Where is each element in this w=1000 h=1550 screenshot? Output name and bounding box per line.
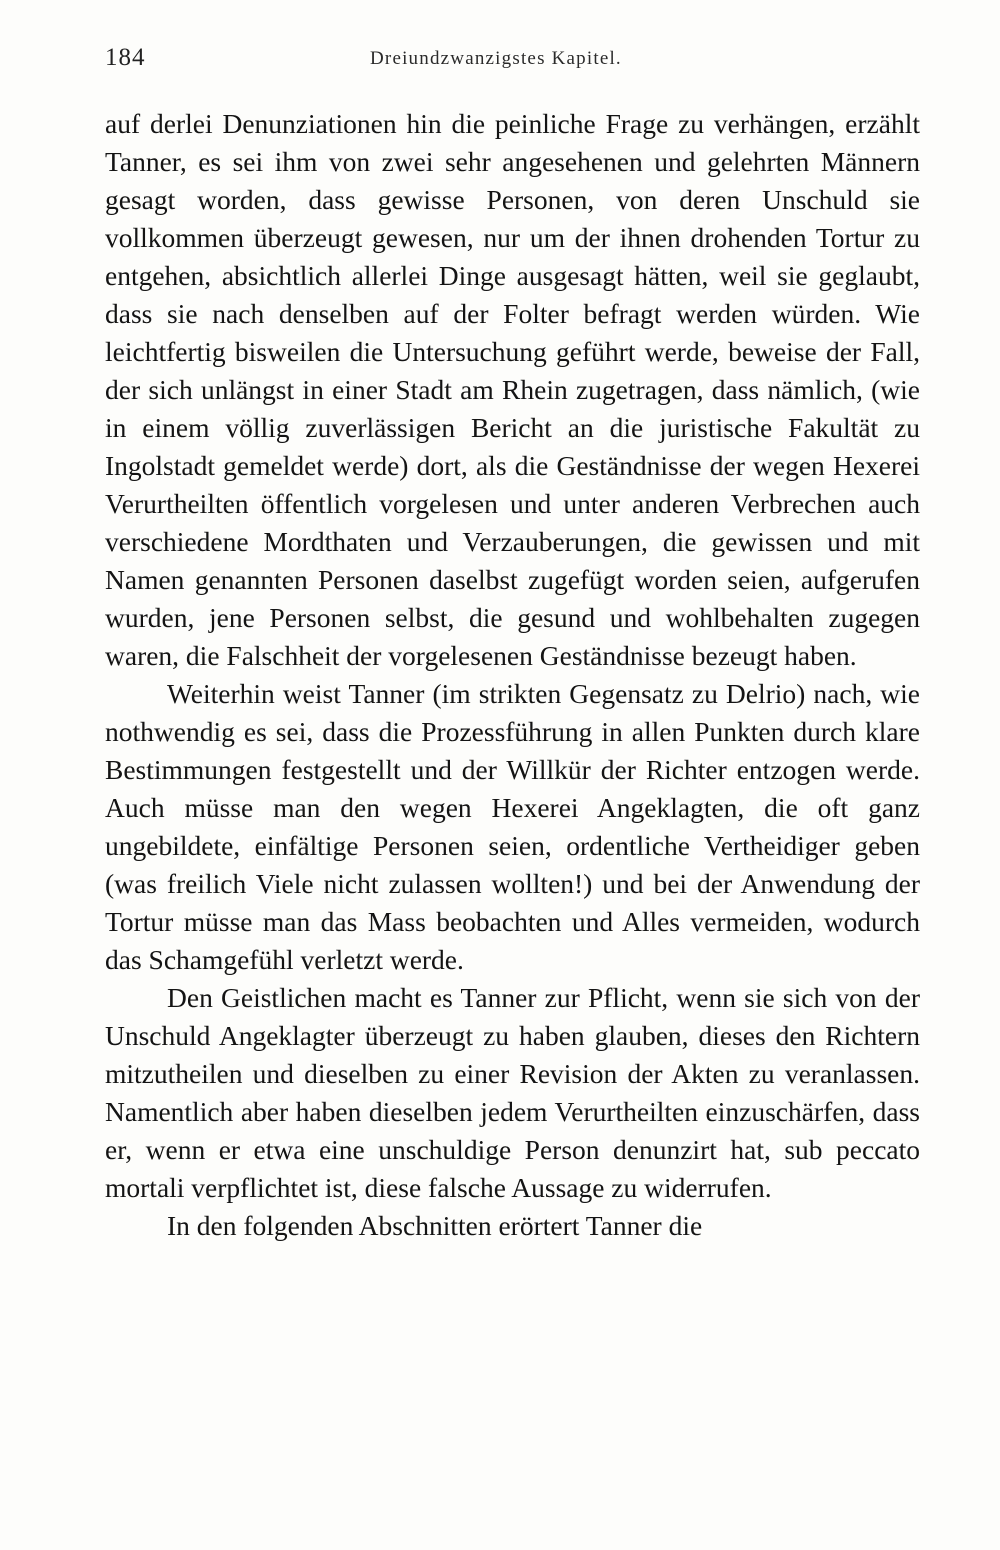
- page-number: 184: [105, 44, 146, 71]
- paragraph-1: auf derlei Denunziationen hin die peinliche Frage zu verhängen, erzählt Tanner, es sei ihm von zwei sehr angesehenen und gelehrten Männern gesagt worden, dass gewisse Personen, von deren Unschuld sie vollkommen überzeugt gewesen, nur um der ihnen drohenden Tortur zu entgehen, absichtlich allerlei Dinge ausgesagt hätten, weil sie geglaubt, dass sie nach denselben auf der Folter befragt werden würden. Wie leichtfertig bisweilen die Untersuchung geführt werde, beweise der Fall, der sich unlängst in einer Stadt am Rhein zugetragen, dass nämlich, (wie in einem völlig zuverlässigen Bericht an die juristische Fakultät zu Ingolstadt gemeldet werde) dort, als die Geständnisse der wegen Hexerei Verurtheilten öffentlich vorgelesen und unter anderen Verbrechen auch verschiedene Mordthaten und Verzauberungen, die gewissen und mit Namen genannten Personen daselbst zugefügt worden seien, aufgerufen wurden, jene Personen selbst, die gesund und wohlbehalten zugegen waren, die Falschheit der vorgelesenen Geständnisse bezeugt haben.: [105, 108, 920, 671]
- body-text: [105, 105, 920, 1245]
- paragraph-3: Den Geistlichen macht es Tanner zur Pflicht, wenn sie sich von der Unschuld Angeklagter überzeugt zu haben glauben, dieses den Richtern mitzutheilen und dieselben zu einer Revision der Akten zu veranlassen. Namentlich aber haben dieselben jedem Verurtheilten einzuschärfen, dass er, wenn er etwa eine unschuldige Person denunzirt hat, sub peccato mortali verpflichtet ist, diese falsche Aussage zu widerrufen.: [105, 982, 920, 1203]
- running-title: Dreiundzwanzigstes Kapitel.: [370, 48, 622, 69]
- page-header: [105, 44, 920, 74]
- paragraph-4: In den folgenden Abschnitten erörtert Tanner die: [167, 1210, 703, 1241]
- paragraph-2: Weiterhin weist Tanner (im strikten Gegensatz zu Delrio) nach, wie nothwendig es sei, dass die Prozessführung in allen Punkten durch klare Bestimmungen festgestellt und der Willkür der Richter entzogen werde. Auch müsse man den wegen Hexerei Angeklagten, die oft ganz ungebildete, einfältige Personen seien, ordentliche Vertheidiger geben (was freilich Viele nicht zulassen wollten!) und bei der Anwendung der Tortur müsse man das Mass beobachten und Alles vermeiden, wodurch das Schamgefühl verletzt werde.: [105, 678, 920, 975]
